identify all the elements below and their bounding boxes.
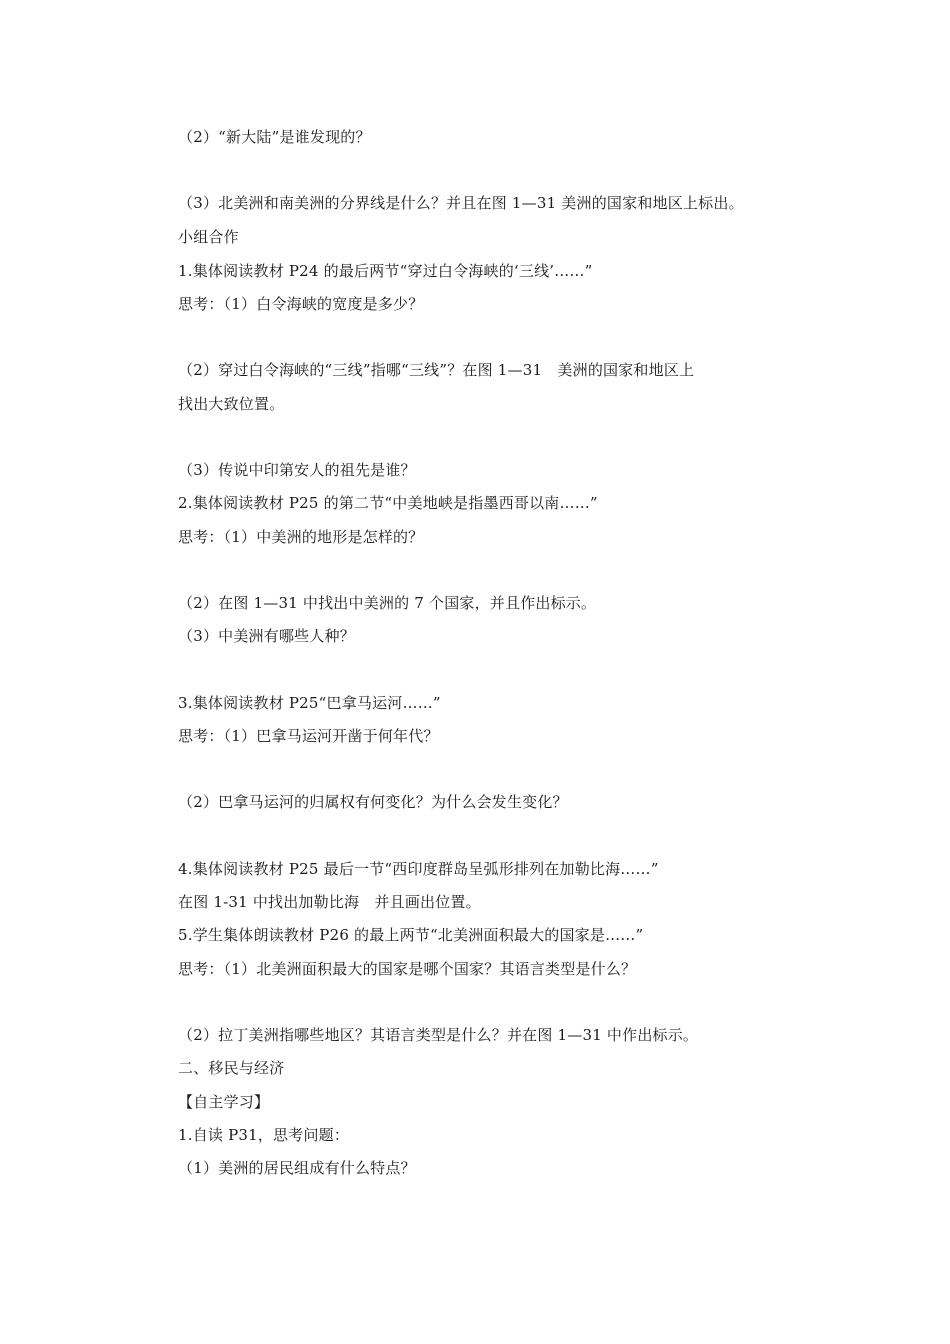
task-line: 5.学生集体朗读教材 P26 的最上两节“北美洲面积最大的国家是……”	[178, 926, 644, 944]
task-line: 1.集体阅读教材 P24 的最后两节“穿过白令海峡的‘三线’……”	[178, 262, 593, 280]
question-line: （3）中美洲有哪些人种？	[178, 627, 355, 645]
question-line: 思考：（1）北美洲面积最大的国家是哪个国家？其语言类型是什么？	[178, 960, 637, 978]
task-line: 在图 1-31 中找出加勒比海 并且画出位置。	[178, 893, 481, 911]
task-line: 4.集体阅读教材 P25 最后一节“西印度群岛呈弧形排列在加勒比海……”	[178, 860, 659, 878]
section-heading: 二、移民与经济	[178, 1059, 285, 1077]
task-line: 2.集体阅读教材 P25 的第二节“中美地峡是指墨西哥以南……”	[178, 494, 598, 512]
question-line: 思考：（1）白令海峡的宽度是多少？	[178, 295, 424, 313]
section-heading: 【自主学习】	[178, 1093, 270, 1111]
question-line: （2）拉丁美洲指哪些地区？其语言类型是什么？并在图 1—31 中作出标示。	[178, 1026, 699, 1044]
question-line: 思考：（1）中美洲的地形是怎样的？	[178, 528, 424, 546]
question-line: （1）美洲的居民组成有什么特点？	[178, 1159, 416, 1177]
question-line: （3）北美洲和南美洲的分界线是什么？并且在图 1—31 美洲的国家和地区上标出。	[178, 194, 744, 212]
question-line: 找出大致位置。	[178, 395, 285, 413]
section-heading: 小组合作	[178, 228, 239, 246]
question-line: （3）传说中印第安人的祖先是谁？	[178, 461, 416, 479]
task-line: 1.自读 P31，思考问题：	[178, 1126, 350, 1144]
question-line: 思考：（1）巴拿马运河开凿于何年代？	[178, 727, 439, 745]
task-line: 3.集体阅读教材 P25“巴拿马运河……”	[178, 694, 441, 712]
question-line: （2）穿过白令海峡的“三线”指哪“三线”？在图 1—31 美洲的国家和地区上	[178, 361, 695, 379]
question-line: （2）“新大陆”是谁发现的？	[178, 128, 371, 146]
question-line: （2）在图 1—31 中找出中美洲的 7 个国家，并且作出标示。	[178, 594, 597, 612]
question-line: （2）巴拿马运河的归属权有何变化？为什么会发生变化？	[178, 793, 568, 811]
